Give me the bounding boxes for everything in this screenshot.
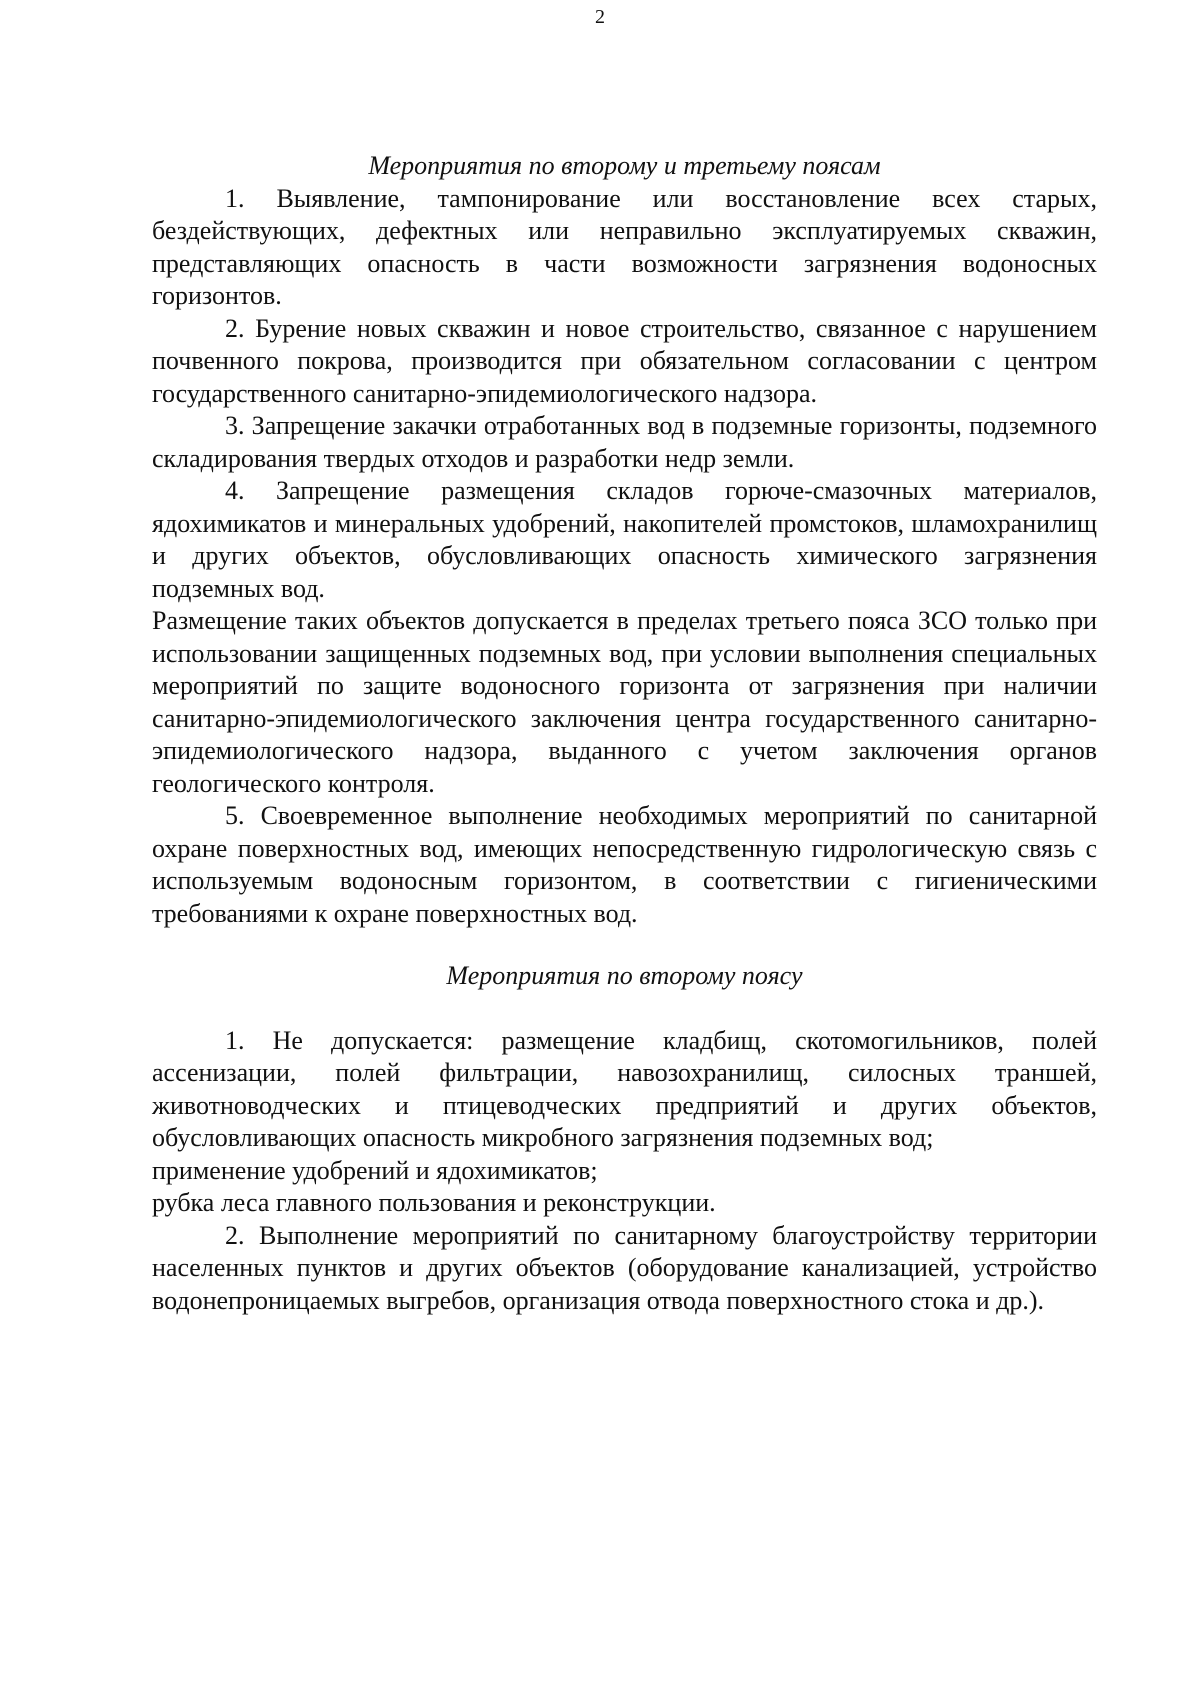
- section-heading-second-belt: Мероприятия по второму поясу: [446, 961, 803, 990]
- paragraph-placement-note: Размещение таких объектов допускается в пределах третьего пояса ЗСО только при использовании защищенных подземных вод, при условии выполнения специальных мероприятий по защите водоносного горизонта от загрязнения при наличии санитарно-эпидемиологического заключения центра государственного санитарно-эпидемиологического надзора, выданного с учетом заключения органов геологического контроля.: [152, 606, 1097, 798]
- paragraph-item-2: 2. Бурение новых скважин и новое строительство, связанное с нарушением почвенного покрова, производится при обязательном согласовании с центром государственного санитарно-эпидемиологического надзора.: [152, 313, 1097, 408]
- paragraph-prohibited-list: 1. Не допускается: размещение кладбищ, скотомогильников, полей ассенизации, полей фильтрации, навозохранилищ, силосных траншей, животноводческих и птицеводческих предприятий и других объектов, обусловливающих опасность микробного загрязнения подземных вод;: [152, 1025, 1097, 1152]
- paragraph-sanitary-improvement: 2. Выполнение мероприятий по санитарному благоустройству территории населенных пунктов и других объектов (оборудование канализацией, устройство водонепроницаемых выгребов, организация отвода поверхностного стока и др.).: [152, 1220, 1097, 1315]
- page-number: 2: [595, 6, 605, 28]
- paragraph-logging-ban: рубка леса главного пользования и реконструкции.: [152, 1188, 716, 1217]
- paragraph-item-3: 3. Запрещение закачки отработанных вод в подземные горизонты, подземного складирования твердых отходов и разработки недр земли.: [152, 411, 1097, 473]
- paragraph-item-5: 5. Своевременное выполнение необходимых мероприятий по санитарной охране поверхностных вод, имеющих непосредственную гидрологическую связь с используемым водоносным горизонтом, в соответствии с гигиеническими требованиями к охране поверхностных вод.: [152, 801, 1097, 928]
- paragraph-item-4: 4. Запрещение размещения складов горюче-смазочных материалов, ядохимикатов и минеральных удобрений, накопителей промстоков, шламохранилищ и других объектов, обусловливающих опасность химического загрязнения подземных вод.: [152, 476, 1097, 603]
- paragraph-item-1: 1. Выявление, тампонирование или восстановление всех старых, бездействующих, дефектных или неправильно эксплуатируемых скважин, представляющих опасность в части возможности загрязнения водоносных горизонтов.: [152, 183, 1097, 310]
- section-heading-second-third-belts: Мероприятия по второму и третьему поясам: [368, 151, 881, 180]
- document-body: [152, 150, 1097, 1317]
- paragraph-fertilizer-ban: применение удобрений и ядохимикатов;: [152, 1155, 598, 1185]
